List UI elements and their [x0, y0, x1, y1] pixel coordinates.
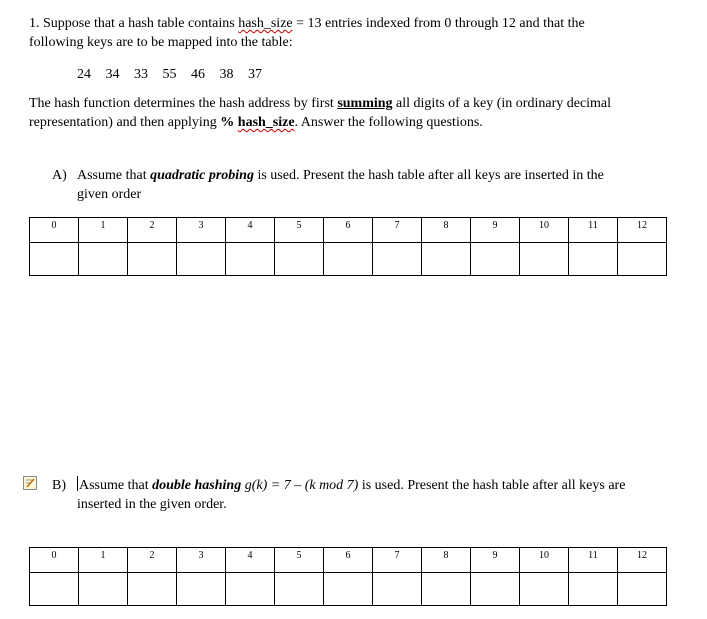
index-cell: 2 [128, 548, 177, 573]
value-cell[interactable] [324, 243, 373, 276]
edit-note-icon[interactable] [23, 476, 37, 490]
index-cell: 8 [422, 548, 471, 573]
index-cell: 7 [373, 548, 422, 573]
part-a-question [77, 166, 667, 204]
quadratic-probing-term: quadratic probing [150, 168, 254, 183]
index-cell: 7 [373, 218, 422, 243]
double-hashing-term: double hashing [152, 478, 242, 493]
value-cell[interactable] [275, 243, 324, 276]
value-cell[interactable] [30, 243, 79, 276]
hash-size-term: hash_size [238, 16, 293, 31]
hash-function-description [29, 94, 669, 132]
part-b-text-prefix: Assume that [79, 478, 153, 493]
index-cell: 0 [30, 218, 79, 243]
hash-size-term-2: hash_size [237, 115, 295, 130]
index-cell: 3 [177, 548, 226, 573]
text-cursor [77, 476, 78, 491]
key-item: 24 [77, 67, 91, 82]
value-cell[interactable] [471, 243, 520, 276]
intro-prefix: 1. Suppose that a hash table contains [29, 16, 239, 31]
hash-table-b [29, 547, 667, 606]
index-cell: 8 [422, 218, 471, 243]
value-cell[interactable] [520, 243, 569, 276]
index-cell: 10 [520, 218, 569, 243]
value-cell[interactable] [471, 573, 520, 606]
index-cell: 9 [471, 548, 520, 573]
part-b-text-line2: inserted in the given order. [77, 497, 227, 512]
value-cell[interactable] [128, 243, 177, 276]
index-cell: 4 [226, 218, 275, 243]
keys-list [77, 67, 273, 83]
value-cell[interactable] [177, 243, 226, 276]
value-cell[interactable] [30, 573, 79, 606]
index-cell: 9 [471, 218, 520, 243]
value-cell[interactable] [520, 573, 569, 606]
index-cell: 1 [79, 548, 128, 573]
value-cell[interactable] [618, 243, 667, 276]
key-item: 34 [105, 67, 120, 82]
value-cell[interactable] [422, 243, 471, 276]
value-cell[interactable] [569, 243, 618, 276]
index-row [30, 218, 667, 243]
hash-desc-suffix: all digits of a key (in ordinary decimal [392, 96, 612, 111]
index-cell: 4 [226, 548, 275, 573]
index-cell: 12 [618, 218, 667, 243]
hash-table-a [29, 217, 667, 276]
hash-desc-prefix: The hash function determines the hash address by first [29, 96, 338, 111]
index-cell: 3 [177, 218, 226, 243]
value-cell[interactable] [373, 243, 422, 276]
value-cell[interactable] [618, 573, 667, 606]
double-hash-formula: g(k) = 7 – (k mod 7) [241, 478, 359, 493]
index-cell: 11 [569, 548, 618, 573]
index-cell: 5 [275, 218, 324, 243]
index-cell: 1 [79, 218, 128, 243]
part-a-label: A) [52, 168, 67, 183]
question-intro [29, 14, 669, 52]
part-b-question [77, 476, 677, 514]
value-cell[interactable] [79, 243, 128, 276]
index-cell: 2 [128, 218, 177, 243]
index-cell: 5 [275, 548, 324, 573]
value-row [30, 243, 667, 276]
part-a-text-suffix: is used. Present the hash table after all keys are inserted in the [253, 168, 604, 183]
hash-desc-line2-suffix: . Answer the following questions. [294, 115, 483, 130]
key-item: 38 [219, 67, 234, 82]
index-row [30, 548, 667, 573]
key-item: 33 [134, 67, 148, 82]
key-item: 37 [248, 67, 262, 82]
value-cell[interactable] [569, 573, 618, 606]
index-cell: 6 [324, 548, 373, 573]
index-cell: 10 [520, 548, 569, 573]
index-cell: 6 [324, 218, 373, 243]
index-cell: 0 [30, 548, 79, 573]
value-row [30, 573, 667, 606]
value-cell[interactable] [226, 243, 275, 276]
value-cell[interactable] [373, 573, 422, 606]
value-cell[interactable] [128, 573, 177, 606]
part-a-text-prefix: Assume that [77, 168, 151, 183]
intro-suffix: = 13 entries indexed from 0 through 12 and that the [292, 16, 585, 31]
value-cell[interactable] [177, 573, 226, 606]
intro-line2: following keys are to be mapped into the table: [29, 35, 293, 50]
summing-term: summing [337, 96, 393, 111]
key-item: 46 [191, 67, 205, 82]
value-cell[interactable] [324, 573, 373, 606]
mod-operator: % [220, 115, 238, 130]
part-a-text-line2: given order [77, 187, 142, 202]
index-cell: 11 [569, 218, 618, 243]
value-cell[interactable] [79, 573, 128, 606]
value-cell[interactable] [226, 573, 275, 606]
value-cell[interactable] [422, 573, 471, 606]
index-cell: 12 [618, 548, 667, 573]
part-b-label: B) [52, 478, 66, 493]
key-item: 55 [162, 67, 177, 82]
hash-desc-line2-prefix: representation) and then applying [29, 115, 221, 130]
part-b-text-suffix: is used. Present the hash table after all keys are [358, 478, 626, 493]
value-cell[interactable] [275, 573, 324, 606]
